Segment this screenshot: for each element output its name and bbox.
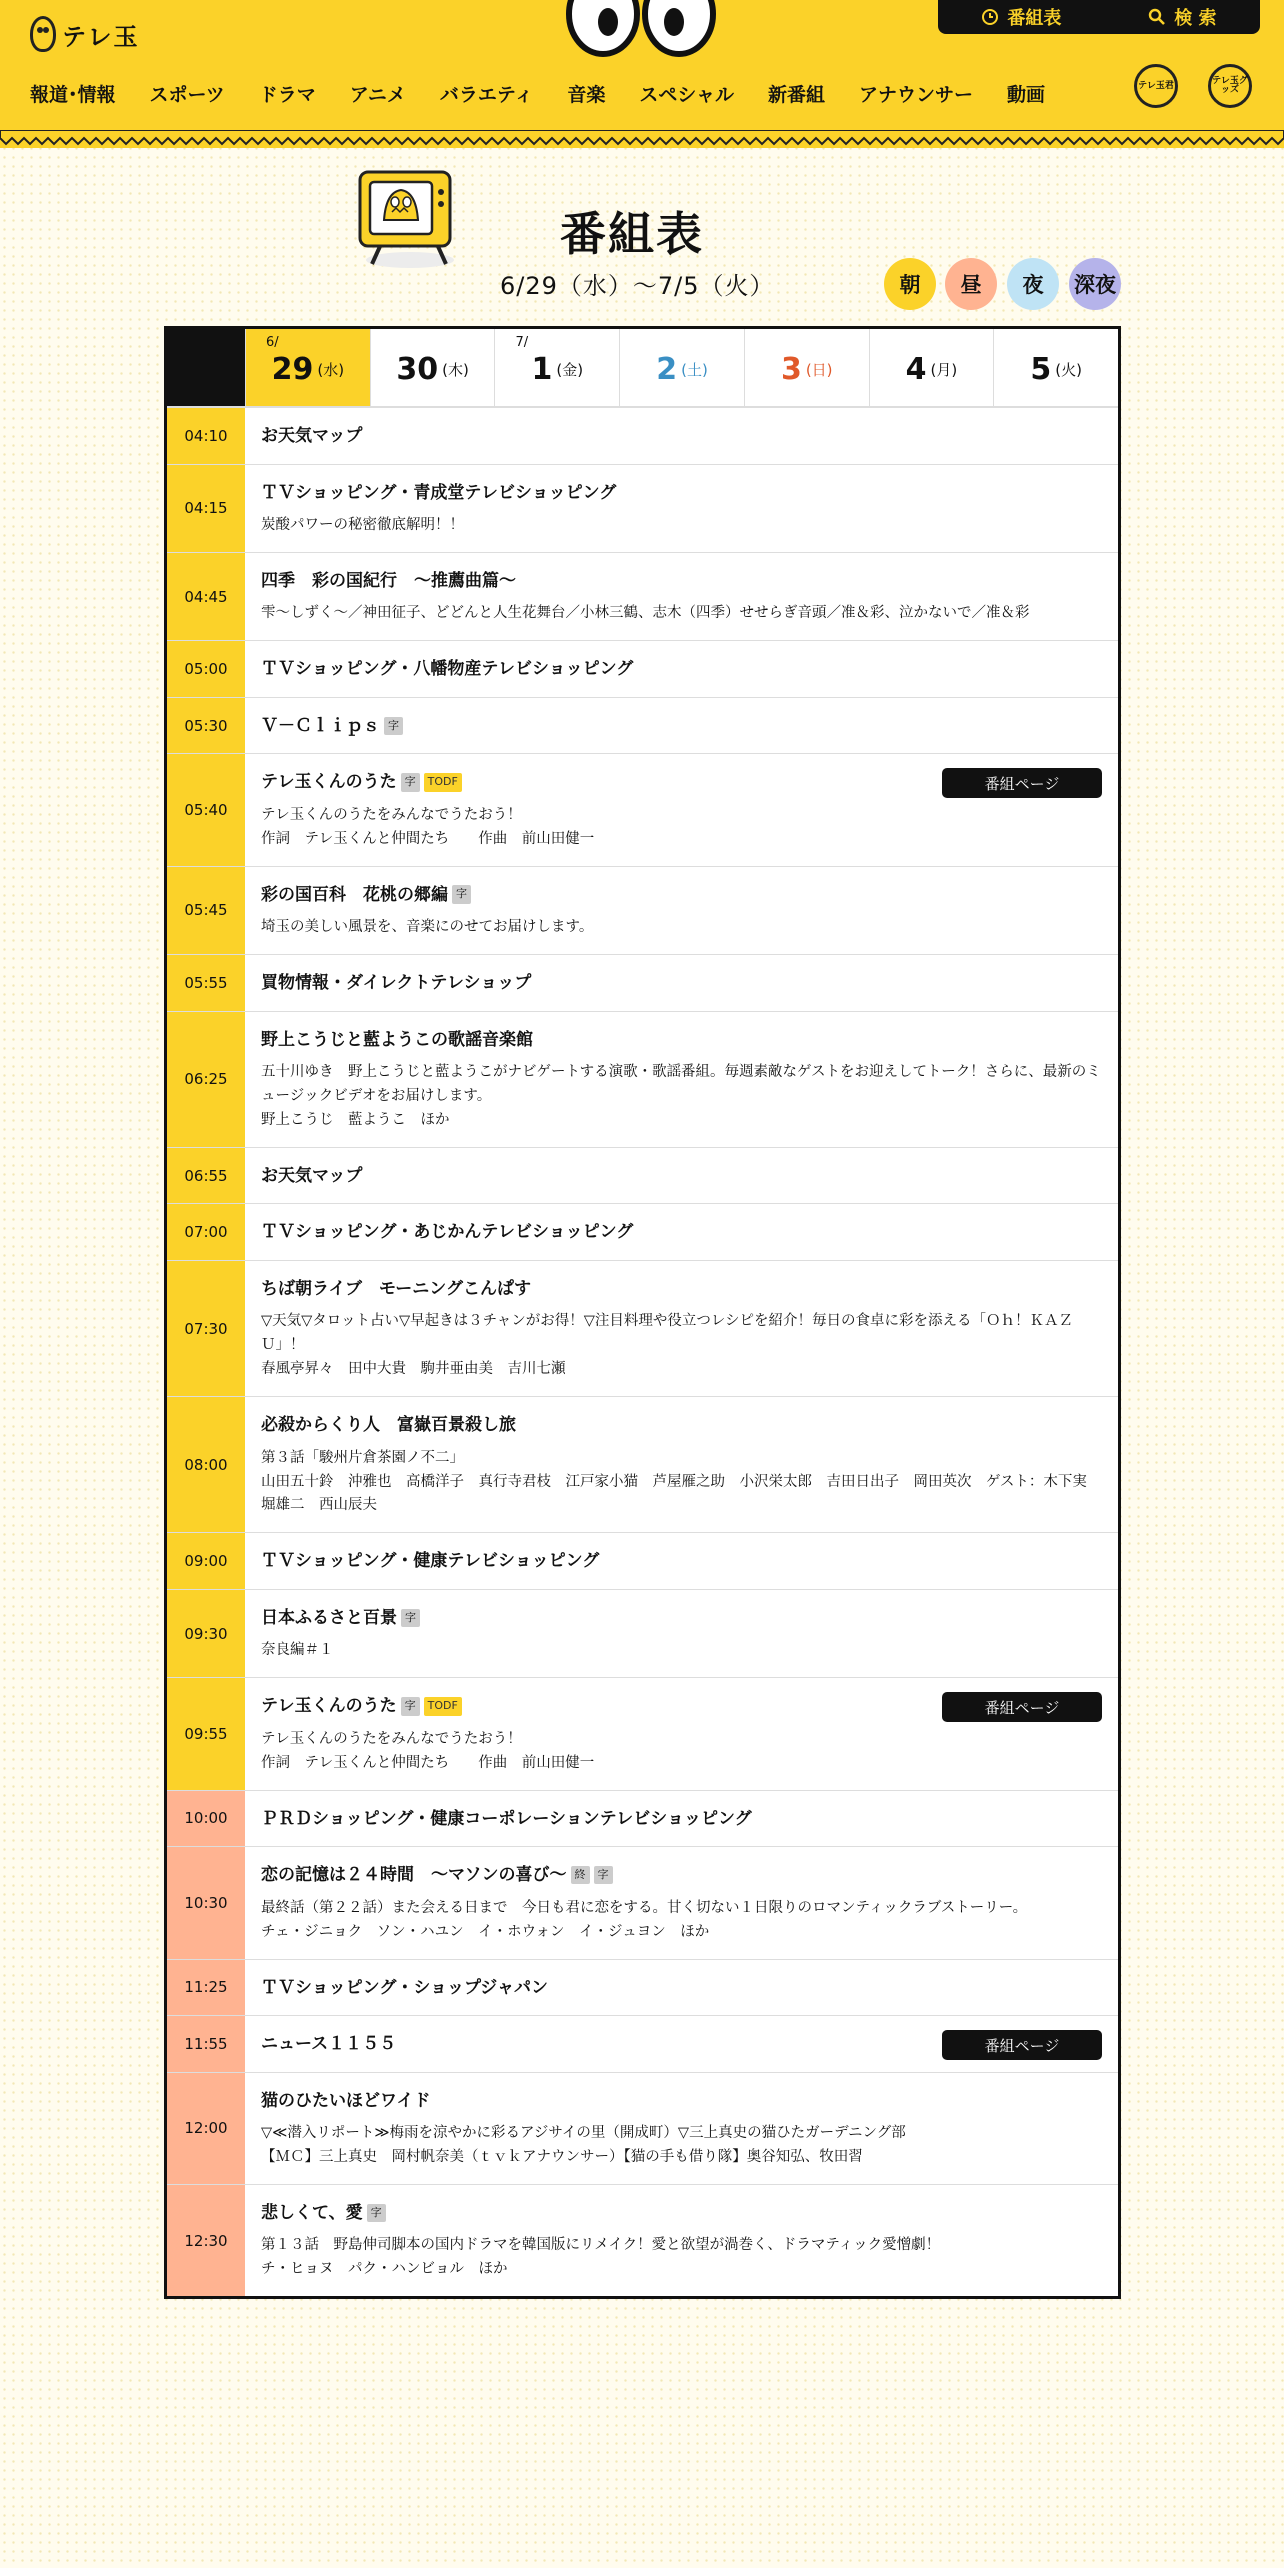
timeband-night-button[interactable] <box>1007 258 1059 310</box>
program-description-line: 五十川ゆき 野上こうじと藍ようこがナビゲートする演歌・歌謡番組。毎週素敵なゲストをお迎えしてトーク！さらに、最新のミュージックビデオをお届けします。 <box>261 1064 1101 1105</box>
program-body <box>245 1847 1118 1958</box>
nav-item-videos[interactable]: 動画 <box>1007 84 1046 106</box>
day-weekday: (金) <box>556 361 584 379</box>
day-weekday: (火) <box>1055 361 1082 379</box>
program-time: 04:10 <box>167 408 245 464</box>
day-month: 7/ <box>515 335 529 350</box>
program-badge: TODF <box>424 1697 462 1716</box>
page-title: 番組表 <box>560 207 704 261</box>
clock-icon <box>981 8 999 26</box>
program-time: 11:55 <box>167 2016 245 2072</box>
program-description-line: ▽天気▽タロット占い▽早起きは３チャンがお得！▽注目料理や役立つレシピを紹介！毎日の食卓に彩を添える「Ｏｈ！ＫＡＺＵ」！ <box>261 1313 1074 1354</box>
program-body <box>245 1960 1118 2016</box>
program-title[interactable] <box>261 883 1102 909</box>
program-body <box>245 2016 1118 2072</box>
program-description-line: 野上こうじ 藍ようこ ほか <box>261 1111 450 1128</box>
program-schedule <box>164 326 1121 2299</box>
program-title-text: 恋の記憶は２４時間 ～マソンの喜び～ <box>261 1865 567 1886</box>
program-badge: 字 <box>401 1697 420 1716</box>
program-title[interactable] <box>261 569 1102 595</box>
program-badge: 字 <box>401 773 420 792</box>
nav-item-sports[interactable]: スポーツ <box>149 84 225 106</box>
nav-item-news[interactable]: 報道･情報 <box>30 84 116 106</box>
program-body <box>245 553 1118 640</box>
program-title[interactable] <box>261 2089 1102 2115</box>
program-time: 06:55 <box>167 1148 245 1204</box>
day-tab[interactable] <box>869 329 994 406</box>
program-row <box>167 1589 1118 1677</box>
program-body <box>245 1204 1118 1260</box>
day-weekday: (木) <box>442 361 469 379</box>
nav-item-variety[interactable]: バラエティ <box>439 84 534 106</box>
day-selector <box>167 329 1118 407</box>
program-body <box>245 867 1118 954</box>
program-body <box>245 465 1118 552</box>
program-row <box>167 1147 1118 1204</box>
timeband-morning-label: 朝 <box>899 273 921 297</box>
program-description-line: 山田五十鈴 沖雅也 高橋洋子 真行寺君枝 江戸家小猫 芦屋雁之助 小沢栄太郎 吉田日出子 岡田英次 ゲスト：木下実 堀雄二 西山辰夫 <box>261 1473 1102 1514</box>
teletama-goods-label: テレ玉グッズ <box>1212 76 1248 95</box>
program-body <box>245 698 1118 754</box>
program-row <box>167 1203 1118 1260</box>
program-title-text: ＰＲＤショッピング・健康コーポレーションテレビショッピング <box>261 1808 752 1829</box>
program-description <box>261 1061 1102 1133</box>
day-month: 6/ <box>266 335 279 350</box>
program-title[interactable] <box>261 1277 1102 1303</box>
program-body <box>245 1012 1118 1147</box>
program-title-text: 猫のひたいほどワイド <box>261 2090 431 2111</box>
program-row <box>167 1677 1118 1789</box>
schedule-link[interactable] <box>981 4 1061 30</box>
teletama-kun-label: テレ玉君 <box>1138 80 1174 91</box>
program-title[interactable] <box>261 1976 1102 2002</box>
timeband-morning-button[interactable] <box>884 258 936 310</box>
program-list <box>167 407 1118 2296</box>
program-title-text: 四季 彩の国紀行 ～推薦曲篇～ <box>261 570 516 591</box>
program-page-button[interactable]: 番組ページ <box>942 768 1102 798</box>
program-title[interactable] <box>261 481 1102 507</box>
timeband-late-night-label: 深夜 <box>1074 273 1116 297</box>
program-row <box>167 1532 1118 1589</box>
program-description-line: チェ・ジニョク ソン・ハユン イ・ホウォン イ・ジュヨン ほか <box>261 1923 710 1940</box>
search-link-label: 検 索 <box>1174 8 1217 29</box>
program-description-line: 雫～しずく～／神田征子、どどんと人生花舞台／小林三鶴、志木（四季）せせらぎ音頭／准＆彩、泣かないで／准＆彩 <box>261 605 1030 622</box>
day-selector-corner <box>167 329 245 406</box>
program-body <box>245 2073 1118 2184</box>
program-title[interactable] <box>261 424 1102 450</box>
program-time: 05:30 <box>167 698 245 754</box>
program-description <box>261 514 1102 538</box>
program-row <box>167 2072 1118 2184</box>
program-title[interactable] <box>261 1863 1102 1889</box>
day-weekday: (日) <box>805 361 833 379</box>
day-number: 30 <box>396 352 439 387</box>
program-time: 05:40 <box>167 754 245 865</box>
program-title[interactable] <box>261 1164 1102 1190</box>
program-title-text: テレ玉くんのうた <box>261 1696 397 1717</box>
day-number: 3 <box>780 352 802 387</box>
day-number: 1 <box>531 352 553 387</box>
program-description <box>261 804 1102 852</box>
timeband-night-label: 夜 <box>1022 273 1044 297</box>
program-time: 09:00 <box>167 1533 245 1589</box>
program-description-line: 奈良編＃１ <box>261 1642 334 1659</box>
header-zigzag-edge <box>0 130 1284 150</box>
program-title[interactable] <box>261 714 1102 740</box>
program-title[interactable] <box>261 657 1102 683</box>
program-title[interactable] <box>261 971 1102 997</box>
program-title-text: ＴＶショッピング・健康テレビショッピング <box>261 1551 600 1572</box>
program-body <box>245 1261 1118 1396</box>
program-row <box>167 1790 1118 1847</box>
schedule-link-label: 番組表 <box>1007 8 1062 29</box>
program-time: 08:00 <box>167 1397 245 1532</box>
program-title-text: お天気マップ <box>261 426 363 446</box>
site-logo[interactable] <box>30 16 140 52</box>
program-row <box>167 954 1118 1011</box>
day-tab[interactable] <box>993 329 1118 406</box>
nav-item-drama[interactable]: ドラマ <box>258 84 316 106</box>
day-tab[interactable] <box>494 329 619 406</box>
program-description <box>261 1728 1102 1776</box>
timeband-late-night-button[interactable] <box>1069 258 1121 310</box>
logo-text: テレ玉 <box>62 22 140 51</box>
program-row <box>167 866 1118 954</box>
day-weekday: (月) <box>930 361 958 379</box>
program-description-line: チ・ヒョヌ パク・ハンビョル ほか <box>261 2261 508 2278</box>
program-title-text: ＴＶショッピング・ショップジャパン <box>261 1977 548 1998</box>
program-title-text: ちば朝ライブ モーニングこんぱす <box>261 1278 531 1299</box>
day-number: 4 <box>905 352 927 387</box>
program-row <box>167 407 1118 464</box>
date-range: 6/29（水）〜7/5（火） <box>500 272 775 300</box>
tv-mascot-illustration <box>352 168 460 270</box>
program-time: 10:00 <box>167 1791 245 1847</box>
program-row <box>167 552 1118 640</box>
day-tab[interactable] <box>744 329 869 406</box>
program-title-text: ＴＶショッピング・八幡物産テレビショッピング <box>261 659 634 680</box>
program-title-text: テレ玉くんのうた <box>261 772 397 793</box>
program-badge: TODF <box>424 773 462 792</box>
program-description <box>261 1897 1102 1945</box>
program-description-line: 第１３話 野島伸司脚本の国内ドラマを韓国版にリメイク！愛と欲望が渦巻く、ドラマティック愛憎劇！ <box>261 2237 941 2254</box>
program-time: 04:15 <box>167 465 245 552</box>
program-description-line: テレ玉くんのうたをみんなでうたおう！ <box>261 806 522 823</box>
program-row <box>167 2015 1118 2072</box>
program-description <box>261 2122 1102 2170</box>
program-body <box>245 408 1118 464</box>
program-time: 05:55 <box>167 955 245 1011</box>
program-description <box>261 1639 1102 1663</box>
program-time: 05:00 <box>167 641 245 697</box>
program-badge: 字 <box>367 2204 386 2223</box>
timeband-noon-button[interactable] <box>945 258 997 310</box>
program-description-line: 【ＭＣ】三上真史 岡村帆奈美（ｔｖｋアナウンサー）【猫の手も借り隊】奥谷知弘、牧田習 <box>261 2148 863 2165</box>
program-title[interactable] <box>261 1220 1102 1246</box>
teletama-mascot-icon <box>30 16 56 52</box>
day-number: 29 <box>271 352 314 387</box>
program-body <box>245 1397 1118 1532</box>
program-row <box>167 464 1118 552</box>
program-row <box>167 640 1118 697</box>
program-title-text: ＴＶショッピング・あじかんテレビショッピング <box>261 1222 634 1243</box>
program-time: 09:55 <box>167 1678 245 1789</box>
mascot-eyes-icon <box>566 0 716 66</box>
program-description-line: ▽≪潜入リポート≫梅雨を涼やかに彩るアジサイの里（開成町）▽三上真史の猫ひたガーデニング部 <box>261 2125 906 2142</box>
program-description-line: 炭酸パワーの秘密徹底解明！！ <box>261 517 464 533</box>
program-title[interactable] <box>261 1807 1102 1833</box>
program-title[interactable] <box>261 1606 1102 1632</box>
program-body <box>245 754 1118 865</box>
program-description <box>261 1447 1102 1519</box>
program-title[interactable] <box>261 1413 1102 1439</box>
day-number: 2 <box>656 352 678 387</box>
program-badge: 字 <box>401 1609 420 1628</box>
program-row <box>167 1396 1118 1532</box>
program-body <box>245 1590 1118 1677</box>
program-row <box>167 1846 1118 1958</box>
program-description-line: 埼玉の美しい風景を、音楽にのせてお届けします。 <box>261 919 594 936</box>
program-time: 11:25 <box>167 1960 245 2016</box>
program-description <box>261 916 1102 940</box>
teletama-goods-icon[interactable] <box>1208 64 1252 108</box>
program-title-text: ニュース１１５５ <box>261 2034 397 2055</box>
program-description-line: 最終話（第２２話）また会える日まで 今日も君に恋をする。甘く切ない１日限りのロマンティックラブストーリー。 <box>261 1899 1028 1916</box>
program-time: 04:45 <box>167 553 245 640</box>
program-time: 07:00 <box>167 1204 245 1260</box>
program-row <box>167 1959 1118 2016</box>
program-title-text: 野上こうじと藍ようこの歌謡音楽館 <box>261 1029 533 1050</box>
program-title-text: 悲しくて、愛 <box>261 2202 363 2223</box>
day-tab[interactable] <box>245 329 370 406</box>
day-tab[interactable] <box>370 329 495 406</box>
program-badge: 字 <box>594 1866 613 1885</box>
program-row <box>167 1011 1118 1147</box>
nav-item-music[interactable]: 音楽 <box>567 84 606 106</box>
program-row <box>167 697 1118 754</box>
program-time: 12:30 <box>167 2185 245 2296</box>
teletama-kun-icon[interactable] <box>1134 64 1178 108</box>
program-time: 09:30 <box>167 1590 245 1677</box>
day-number: 5 <box>1030 352 1052 387</box>
program-description <box>261 602 1102 626</box>
program-title-text: 日本ふるさと百景 <box>261 1607 397 1628</box>
program-title-text: ＴＶショッピング・青成堂テレビショッピング <box>261 482 617 503</box>
program-row <box>167 753 1118 865</box>
program-title[interactable] <box>261 2201 1102 2227</box>
timeband-noon-label: 昼 <box>960 273 982 297</box>
program-body <box>245 1678 1118 1789</box>
program-time: 10:30 <box>167 1847 245 1958</box>
day-tab[interactable] <box>619 329 744 406</box>
program-badge: 字 <box>384 717 403 736</box>
program-description <box>261 2234 1102 2282</box>
program-title[interactable] <box>261 1549 1102 1575</box>
search-link[interactable] <box>1148 4 1216 30</box>
program-description <box>261 1310 1102 1382</box>
program-body <box>245 2185 1118 2296</box>
program-row <box>167 1260 1118 1396</box>
nav-item-anime[interactable]: アニメ <box>349 84 406 106</box>
nav-item-announcers[interactable]: アナウンサー <box>858 84 973 106</box>
program-time: 05:45 <box>167 867 245 954</box>
program-body <box>245 1533 1118 1589</box>
day-weekday: (水) <box>317 361 345 379</box>
program-badge: 字 <box>452 885 471 904</box>
program-description-line: 作詞 テレ玉くんと仲間たち 作曲 前山田健一 <box>261 1754 595 1771</box>
program-body <box>245 955 1118 1011</box>
nav-item-special[interactable]: スペシャル <box>639 84 734 106</box>
program-time: 07:30 <box>167 1261 245 1396</box>
program-description-line: 第３話「駿州片倉茶園ノ不二」 <box>261 1449 464 1466</box>
day-weekday: (土) <box>681 361 708 379</box>
program-time: 12:00 <box>167 2073 245 2184</box>
program-body <box>245 1791 1118 1847</box>
program-page-button[interactable]: 番組ページ <box>942 2030 1102 2060</box>
main-nav <box>30 80 1079 107</box>
program-description-line: 春風亭昇々 田中大貴 駒井亜由美 吉川七瀬 <box>261 1361 566 1378</box>
site-header <box>0 0 1284 148</box>
program-title-text: 買物情報・ダイレクトテレショップ <box>261 973 532 994</box>
program-body <box>245 641 1118 697</box>
program-page-button[interactable]: 番組ページ <box>942 1692 1102 1722</box>
program-body <box>245 1148 1118 1204</box>
program-description-line: 作詞 テレ玉くんと仲間たち 作曲 前山田健一 <box>261 830 595 847</box>
program-title-text: Ｖ－Ｃｌｉｐｓ <box>261 715 380 736</box>
program-row <box>167 2184 1118 2296</box>
program-title-text: お天気マップ <box>261 1165 363 1186</box>
search-icon <box>1148 8 1166 26</box>
program-time: 06:25 <box>167 1012 245 1147</box>
program-title[interactable] <box>261 1028 1102 1054</box>
program-description-line: テレ玉くんのうたをみんなでうたおう！ <box>261 1730 522 1747</box>
program-badge: 終 <box>571 1866 590 1885</box>
program-title-text: 彩の国百科 花桃の郷編 <box>261 884 448 905</box>
top-utility-bar <box>938 0 1260 34</box>
nav-item-new-programs[interactable]: 新番組 <box>767 84 825 106</box>
program-title-text: 必殺からくり人 富嶽百景殺し旅 <box>261 1415 516 1436</box>
